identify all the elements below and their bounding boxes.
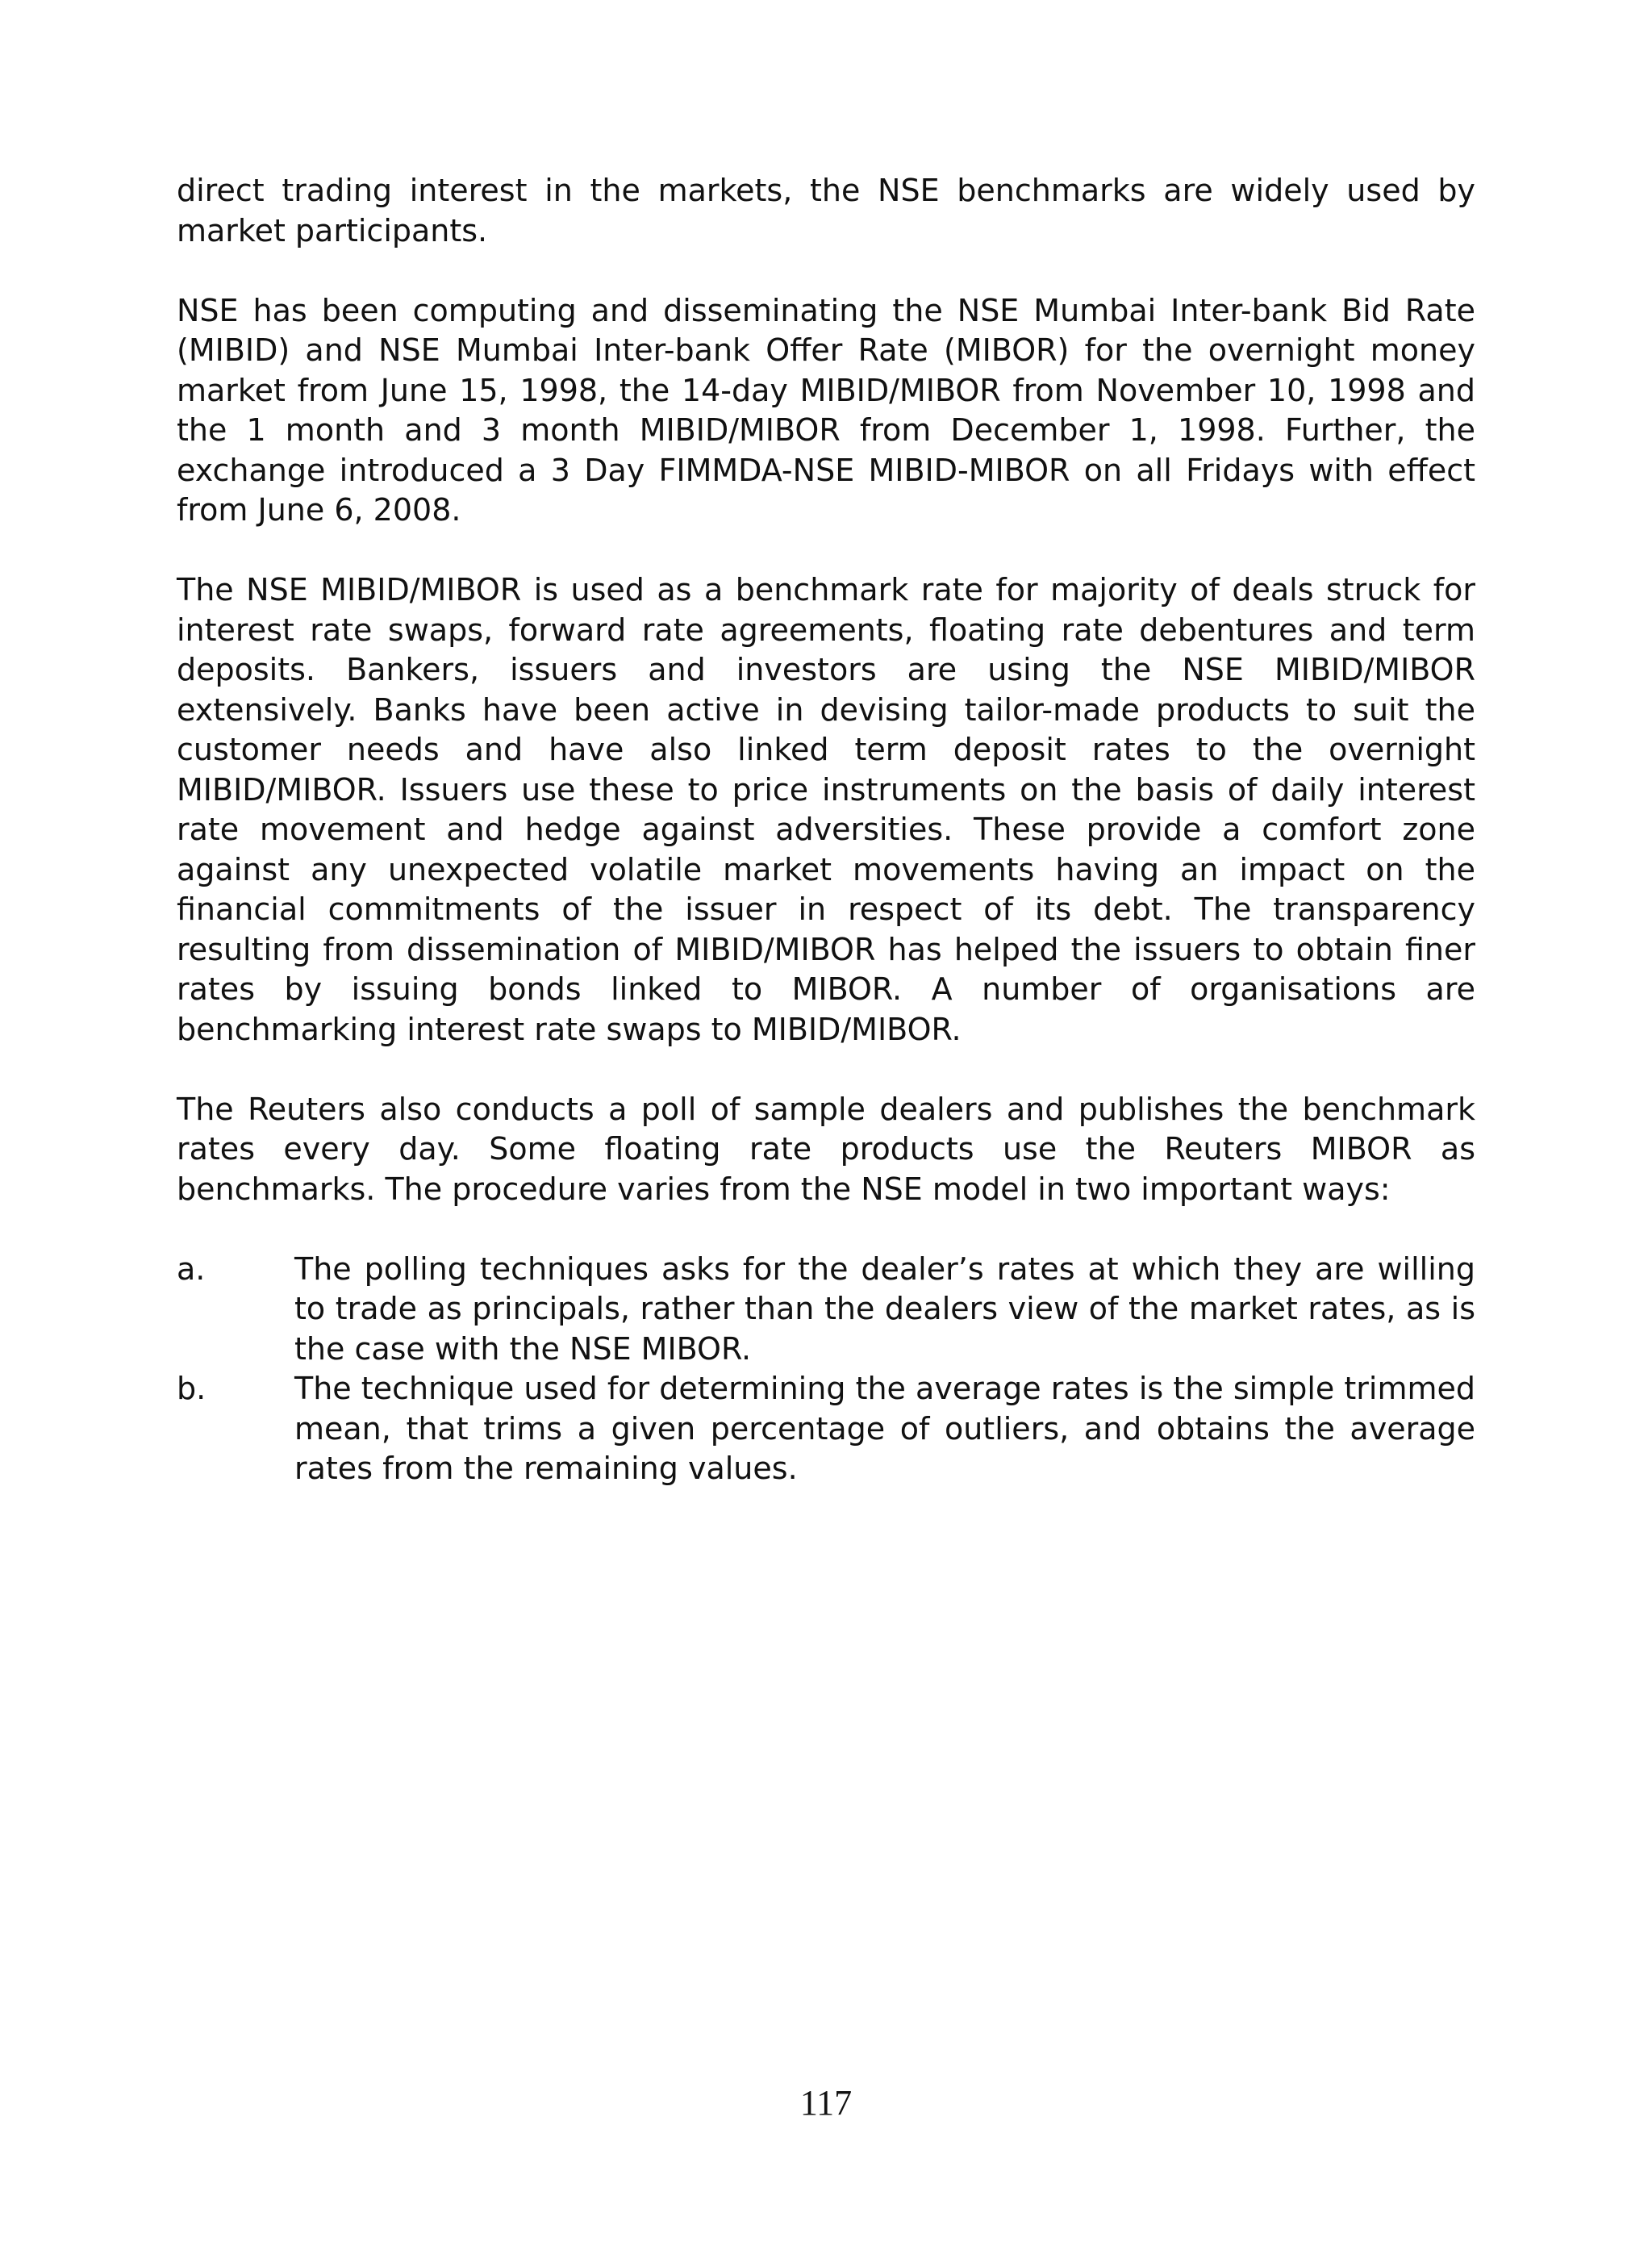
list-text-a: The polling techniques asks for the dealer’s rates at which they are willing to trade as principals, rather than the dealers view of the market rates, as is the case with the NSE MIBOR.: [294, 1250, 1475, 1367]
paragraph-4: The Reuters also conducts a poll of sample dealers and publishes the benchmark rates every day. Some floating rate products use the Reuters MIBOR as benchmarks. The procedure varies from the NSE model in two important ways:: [177, 1091, 1475, 1207]
list-item-b: [177, 1369, 1475, 1489]
list-text-b: The technique used for determining the average rates is the simple trimmed mean, that trims a given percentage of outliers, and obtains the average rates from the remaining values.: [294, 1371, 1475, 1486]
page-number: 117: [799, 2083, 853, 2123]
paragraph-1: direct trading interest in the markets, the NSE benchmarks are widely used by market participants.: [177, 173, 1475, 248]
paragraph-3: The NSE MIBID/MIBOR is used as a benchmark rate for majority of deals struck for interest rate swaps, forward rate agreements, floating rate debentures and term deposits. Bankers, issuers and investors are using the NSE MIBID/MIBOR extensively. Banks have been active in devising tailor-made products to suit the customer needs and have also linked term deposit rates to the overnight MIBID/MIBOR. Issuers use these to price instruments on the basis of daily interest rate movement and hedge against adversities. These provide a comfort zone against any unexpected volatile market movements having an impact on the financial commitments of the issuer in respect of its debt. The transparency resulting from dissemination of MIBID/MIBOR has helped the issuers to obtain finer rates by issuing bonds linked to MIBOR. A number of organisations are benchmarking interest rate swaps to MIBID/MIBOR.: [177, 572, 1475, 1047]
paragraph-2: NSE has been computing and disseminating the NSE Mumbai Inter-bank Bid Rate (MIBID) and NSE Mumbai Inter-bank Offer Rate (MIBOR) for the overnight money market from June 15, 1998, the 14-day MIBID/MIBOR from November 10, 1998 and the 1 month and 3 month MIBID/MIBOR from December 1, 1998. Further, the exchange introduced a 3 Day FIMMDA-NSE MIBID-MIBOR on all Fridays with effect from June 6, 2008.: [177, 292, 1475, 528]
list-item-a: [177, 1250, 1475, 1370]
page-body: [177, 171, 1475, 1489]
procedure-differences-list: [177, 1250, 1475, 1489]
list-marker-a: a.: [177, 1250, 206, 1287]
list-marker-b: b.: [177, 1371, 206, 1406]
